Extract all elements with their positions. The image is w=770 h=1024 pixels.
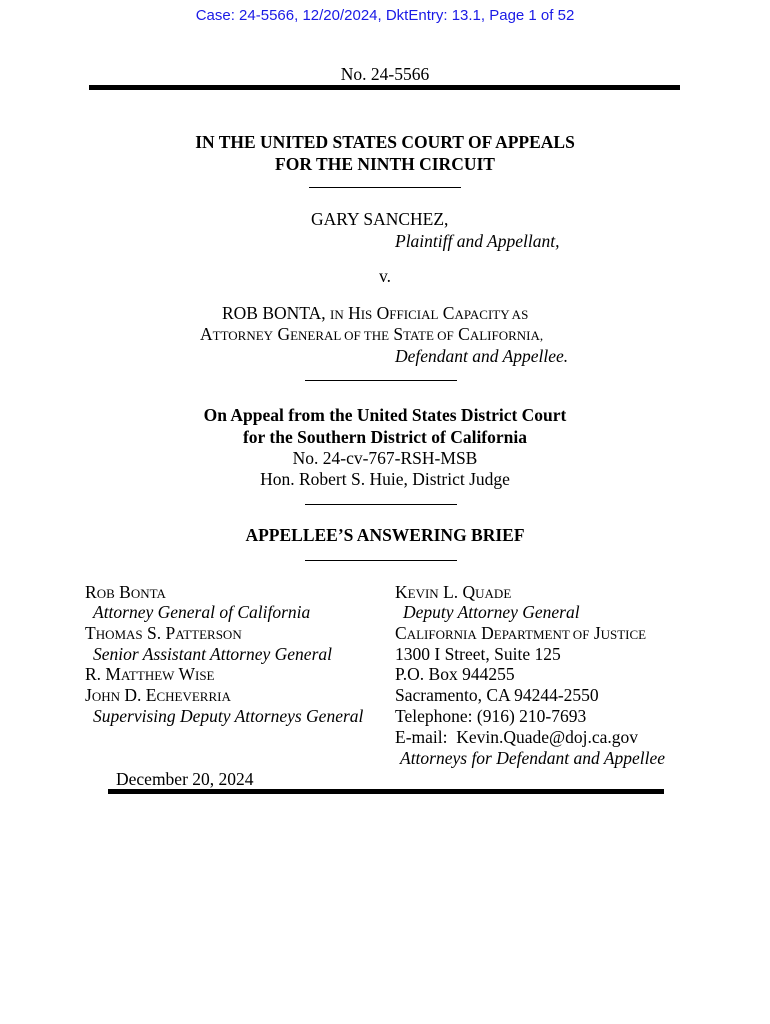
defendant-role: Defendant and Appellee. — [395, 346, 569, 366]
counsel-right-4: 1300 I Street, Suite 125 — [395, 644, 561, 664]
court-line-1: IN THE UNITED STATES COURT OF APPEALS — [195, 132, 575, 152]
divider-3 — [305, 504, 457, 505]
district-case-number: No. 24-cv-767-RSH-MSB — [292, 448, 478, 468]
versus: v. — [379, 266, 391, 286]
counsel-right-3: CALIFORNIA DEPARTMENT OF JUSTICE — [395, 623, 647, 643]
defendant-line-1: ROB BONTA, IN HIS OFFICIAL CAPACITY AS — [222, 303, 529, 323]
appeal-line-1: On Appeal from the United States District Court — [203, 405, 567, 425]
counsel-left-6: JOHN D. ECHEVERRIA — [85, 685, 231, 705]
counsel-right-7: Telephone: (916) 210-7693 — [395, 706, 587, 726]
defendant-line-2: ATTORNEY GENERAL OF THE STATE OF CALIFORNIA, — [200, 324, 544, 344]
counsel-left-7: Supervising Deputy Attorneys General — [93, 706, 364, 726]
top-rule — [89, 85, 680, 90]
divider-1 — [309, 187, 461, 188]
counsel-left-3: THOMAS S. PATTERSON — [85, 623, 242, 643]
counsel-right-6: Sacramento, CA 94244-2550 — [395, 685, 599, 705]
counsel-left-4: Senior Assistant Attorney General — [93, 644, 332, 664]
filing-date: December 20, 2024 — [116, 769, 254, 789]
district-judge: Hon. Robert S. Huie, District Judge — [260, 469, 510, 489]
bottom-rule — [108, 789, 664, 794]
counsel-left-1: ROB BONTA — [85, 582, 166, 602]
appeal-line-2: for the Southern District of California — [242, 427, 528, 447]
counsel-left-2: Attorney General of California — [93, 602, 311, 622]
counsel-right-8: E-mail: Kevin.Quade@doj.ca.gov — [395, 727, 639, 747]
plaintiff-name: GARY SANCHEZ, — [311, 209, 449, 229]
counsel-right-1: KEVIN L. QUADE — [395, 582, 512, 602]
brief-title: APPELLEE’S ANSWERING BRIEF — [245, 525, 525, 545]
plaintiff-role: Plaintiff and Appellant, — [395, 231, 560, 251]
counsel-right-5: P.O. Box 944255 — [395, 664, 515, 684]
counsel-right-2: Deputy Attorney General — [403, 602, 580, 622]
case-stamp: Case: 24-5566, 12/20/2024, DktEntry: 13.1, Page 1 of 52 — [195, 7, 575, 24]
divider-2 — [305, 380, 457, 381]
divider-4 — [305, 560, 457, 561]
docket-number: No. 24-5566 — [340, 64, 430, 84]
counsel-right-9: Attorneys for Defendant and Appellee — [400, 748, 666, 768]
court-line-2: FOR THE NINTH CIRCUIT — [275, 154, 495, 174]
counsel-left-5: R. MATTHEW WISE — [85, 664, 215, 684]
